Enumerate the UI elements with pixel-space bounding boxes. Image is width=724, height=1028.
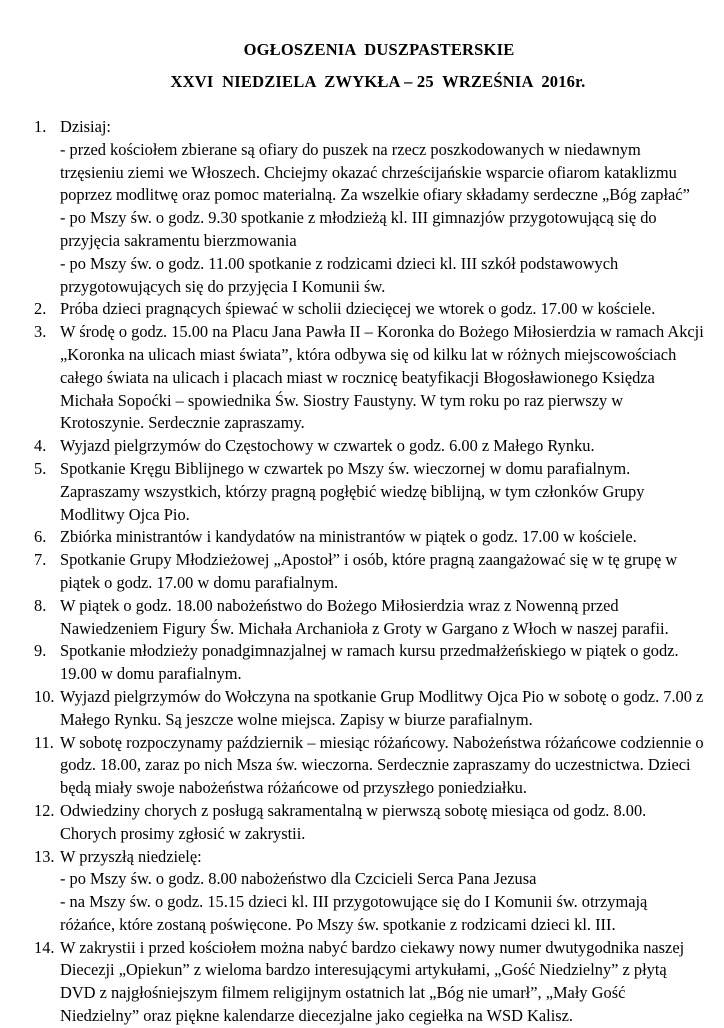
page-subtitle: XXVI NIEDZIELA ZWYKŁA – 25 WRZEŚNIA 2016r. — [170, 72, 586, 91]
item-text: Odwiedziny chorych z posługą sakramentalną w pierwszą sobotę miesiąca od godz. 8.00. Chorych prosimy zgłosić w zakrystii. — [60, 800, 647, 843]
item-number: 4. — [34, 436, 47, 456]
sub-item: - po Mszy św. o godz. 9.30 spotkanie z młodzieżą kl. III gimnazjów przygotowującą się do przyjęcia sakramentu bierzmowania — [60, 208, 657, 250]
sub-item: - po Mszy św. o godz. 8.00 nabożeństwo dla Czcicieli Serca Pana Jezusa — [60, 869, 537, 889]
item-number: 5. — [34, 458, 47, 478]
item-number: 12. — [34, 800, 55, 820]
item-text: W zakrystii i przed kościołem można nabyć bardzo ciekawy nowy numer dwutygodnika naszej Diecezji „Opiekun” z wieloma bardzo interesującymi artykułami, „Gość Niedzielny” z płytą DVD z najgłośniejszym filmem religijnym ostatnich lat „Bóg nie umarł”, „Mały Gość Niedzielny” oraz piękne kalendarze diecezjalne jako cegiełka na WSD Kalisz. — [60, 937, 685, 1026]
item-text: Próba dzieci pragnących śpiewać w scholii dziecięcej we wtorek o godz. 17.00 w kościele. — [60, 299, 656, 319]
item-number: 11. — [34, 732, 54, 752]
list-item — [34, 846, 704, 937]
sub-item: - przed kościołem zbierane są ofiary do puszek na rzecz poszkodowanych w niedawnym trzęsieniu ziemi we Włoszech. Chciejmy okazać chrześcijańskie wsparcie ofiarom kataklizmu poprzez modlitwę oraz pomoc materialną. Za wszelkie ofiary składamy serdeczne „Bóg zapłać” — [60, 139, 690, 205]
item-number: 8. — [34, 595, 47, 615]
item-text: Wyjazd pielgrzymów do Wołczyna na spotkanie Grup Modlitwy Ojca Pio w sobotę o godz. 7.00 z Małego Rynku. Są jeszcze wolne miejsca. Zapisy w biurze parafialnym. — [60, 686, 704, 729]
list-item — [34, 595, 704, 641]
item-number: 7. — [34, 550, 47, 570]
item-text: Spotkanie Grupy Młodzieżowej „Apostoł” i osób, które pragną zaangażować się w tę grupę w piątek o godz. 17.00 w domu parafialnym. — [60, 550, 678, 592]
list-item — [34, 458, 704, 526]
item-text: Spotkanie Kręgu Biblijnego w czwartek po Mszy św. wieczornej w domu parafialnym. Zapraszamy wszystkich, którzy pragną pogłębić wiedzę biblijną, w tym członków Grupy Modlitwy Ojca Pio. — [60, 458, 645, 524]
item-number: 9. — [34, 641, 47, 661]
list-item — [34, 640, 704, 686]
list-item — [34, 686, 704, 732]
item-number: 13. — [34, 846, 55, 866]
item-number: 3. — [34, 322, 47, 342]
list-item — [34, 732, 704, 800]
item-number: 10. — [34, 686, 55, 706]
item-number: 2. — [34, 299, 47, 319]
item-text: Dzisiaj: — [60, 117, 111, 136]
item-text: W przyszłą niedzielę: — [60, 846, 202, 866]
item-text: Spotkanie młodzieży ponadgimnazjalnej w ramach kursu przedmałżeńskiego w piątek o godz. 19.00 w domu parafialnym. — [60, 641, 679, 684]
item-text: W sobotę rozpoczynamy październik – miesiąc różańcowy. Nabożeństwa różańcowe codziennie o godz. 18.00, zaraz po nich Msza św. wieczorna. Serdecznie zapraszamy do uczestnictwa. Dzieci będą miały swoje nabożeństwa różańcowe od przyszłego poniedziałku. — [60, 732, 704, 798]
item-number: 6. — [34, 527, 47, 547]
page-title: OGŁOSZENIA DUSZPASTERSKIE — [243, 40, 515, 59]
announcement-list — [34, 116, 704, 1028]
item-number: 1. — [34, 117, 47, 136]
list-item — [34, 321, 704, 435]
item-text: Zbiórka ministrantów i kandydatów na ministrantów w piątek o godz. 17.00 w kościele. — [60, 527, 637, 547]
list-item — [34, 298, 704, 321]
list-item — [34, 800, 704, 846]
item-number: 14. — [34, 937, 55, 957]
item-text: Wyjazd pielgrzymów do Częstochowy w czwartek o godz. 6.00 z Małego Rynku. — [60, 436, 595, 456]
list-item — [34, 549, 704, 595]
list-item — [34, 526, 704, 549]
list-item — [34, 116, 704, 298]
sub-item: - na Mszy św. o godz. 15.15 dzieci kl. III przygotowujące się do I Komunii św. otrzymają różańce, które zostaną poświęcone. Po Mszy św. spotkanie z rodzicami dzieci kl. III. — [60, 892, 648, 934]
item-text: W środę o godz. 15.00 na Placu Jana Pawła II – Koronka do Bożego Miłosierdzia w ramach Akcji „Koronka na ulicach miast świata”, która odbywa się od kilku lat w różnych miejscowościach całego świata na ulicach i placach miast w rocznicę beatyfikacji Błogosławionego Księdza Michała Sopoćki – spowiednika Św. Siostry Faustyny. W tym roku po raz pierwszy w Krotoszynie. Serdecznie zapraszamy. — [60, 322, 704, 433]
list-item — [34, 937, 704, 1028]
sub-item: - po Mszy św. o godz. 11.00 spotkanie z rodzicami dzieci kl. III szkół podstawowych przygotowujących się do przyjęcia I Komunii św. — [60, 253, 619, 296]
list-item — [34, 435, 704, 458]
item-text: W piątek o godz. 18.00 nabożeństwo do Bożego Miłosierdzia wraz z Nowenną przed Nawiedzeniem Figury Św. Michała Archanioła z Groty w Gargano z Włoch w naszej parafii. — [60, 595, 669, 638]
